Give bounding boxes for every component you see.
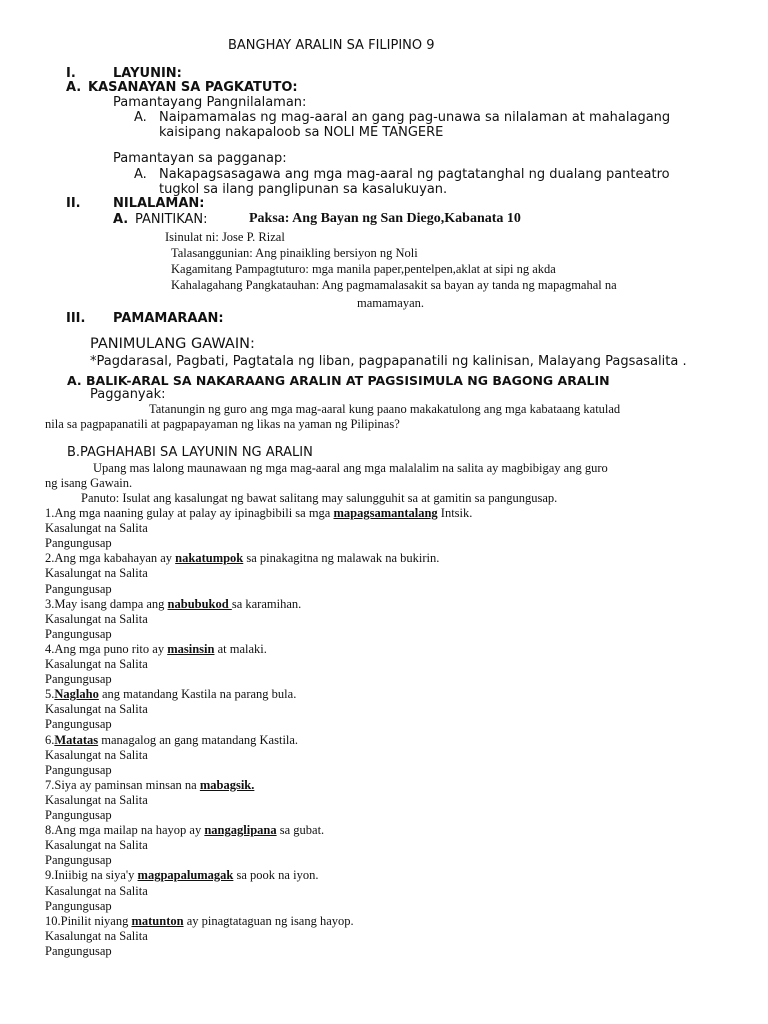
exercise-item-text: Intsik. — [437, 506, 473, 520]
pangungusap-label: Pangungusap — [45, 672, 112, 687]
pangungusap-label: Pangungusap — [45, 717, 112, 732]
paksa-title: Paksa: Ang Bayan ng San Diego,Kabanata 10 — [249, 211, 521, 226]
balik-aral-heading: A. BALIK-ARAL SA NAKARAANG ARALIN AT PAGSISIMULA NG BAGONG ARALIN — [67, 373, 610, 388]
panimulang-heading: PANIMULANG GAWAIN: — [90, 336, 255, 352]
section-3-number: III. — [66, 311, 86, 326]
kasalungat-label: Kasalungat na Salita — [45, 928, 148, 943]
panuto-line: Panuto: Isulat ang kasalungat ng bawat salitang may salungguhit sa at gamitin sa pangungusap. — [81, 491, 558, 505]
kagamitan-line: Kagamitang Pampagtuturo: mga manila paper,pentelpen,aklat at sipi ng akda — [171, 262, 556, 276]
isinulat-line: Isinulat ni: Jose P. Rizal — [165, 230, 285, 244]
underlined-word: nangaglipana — [204, 823, 277, 838]
exercise-item-text: 7.Siya ay paminsan minsan na — [45, 777, 200, 792]
kasalungat-label: Kasalungat na Salita — [45, 702, 148, 717]
pangungusap-label: Pangungusap — [45, 626, 112, 641]
section-2-label: NILALAMAN: — [113, 196, 205, 211]
kasalungat-label: Kasalungat na Salita — [45, 792, 148, 807]
underlined-word: magpapalumagak — [137, 868, 234, 883]
exercise-item — [45, 868, 318, 883]
exercise-item-text: 8.Ang mga mailap na hayop ay — [45, 823, 205, 838]
exercise-item-text: 9.Iniibig na siya'y — [45, 868, 138, 883]
page-title: BANGHAY ARALIN SA FILIPINO 9 — [228, 38, 435, 53]
exercise-item-text: managalog an gang matandang Kastila. — [98, 732, 299, 747]
underlined-word: nabubukod — [167, 596, 232, 611]
upang-line-2: ng isang Gawain. — [45, 476, 133, 490]
exercise-item-text: ang matandang Kastila na parang bula. — [98, 687, 297, 702]
pagganap-item-number: A. — [134, 167, 147, 182]
kasalungat-label: Kasalungat na Salita — [45, 566, 148, 581]
exercise-item-text: 1.Ang mga naaning gulay at palay ay ipinagbibili sa mga — [45, 506, 334, 520]
exercise-item — [45, 914, 354, 929]
kasalungat-label: Kasalungat na Salita — [45, 657, 148, 671]
kasalungat-label: Kasalungat na Salita — [45, 611, 148, 626]
exercise-item — [45, 551, 439, 566]
exercise-item-text: 5. — [45, 687, 55, 702]
exercise-item — [45, 687, 296, 702]
underlined-word: nakatumpok — [175, 551, 244, 566]
paghahabi-heading: B.PAGHAHABI SA LAYUNIN NG ARALIN — [67, 445, 313, 460]
exercise-item-text: ay pinagtataguan ng isang hayop. — [183, 913, 354, 928]
pagganyak-line-1: Tatanungin ng guro ang mga mag-aaral kung paano makakatulong ang mga kabataang katulad — [149, 402, 621, 416]
pamantayang-item-line-2: kaisipang nakapaloob sa NOLI ME TANGERE — [159, 125, 444, 140]
section-a-label: KASANAYAN SA PAGKATUTO: — [88, 80, 298, 95]
pangungusap-label: Pangungusap — [45, 898, 112, 913]
pangungusap-label: Pangungusap — [45, 762, 112, 777]
talasanggunian-line: Talasanggunian: Ang pinaikling bersiyon ng Noli — [171, 246, 418, 260]
underlined-word: mabagsik. — [199, 777, 255, 792]
kasalungat-label: Kasalungat na Salita — [45, 521, 148, 536]
exercise-item-text: sa karamihan. — [231, 596, 302, 611]
pagganap-label: Pamantayan sa pagganap: — [113, 151, 287, 166]
pagganap-item-line-1: Nakapagsasagawa ang mga mag-aaral ng pagtatanghal ng dualang panteatro — [159, 167, 670, 182]
pamantayang-item-number: A. — [134, 110, 147, 125]
exercise-item-text: 3.May isang dampa ang — [45, 596, 168, 611]
pangungusap-label: Pangungusap — [45, 943, 112, 958]
exercise-item — [45, 506, 472, 521]
section-a-number: A. — [66, 80, 82, 95]
underlined-word: matunton — [131, 913, 184, 928]
underlined-word: masinsin — [167, 641, 215, 656]
pangungusap-label: Pangungusap — [45, 853, 112, 868]
pagganyak-line-2: nila sa pagpapanatili at pagpapayaman ng likas na yaman ng Pilipinas? — [45, 417, 400, 431]
panimulang-description: *Pagdarasal, Pagbati, Pagtatala ng liban, pagpapanatili ng kalinisan, Malayang Pagsasalita . — [90, 354, 687, 369]
exercise-item — [45, 597, 301, 612]
exercise-item-text: at malaki. — [214, 641, 267, 656]
kasalungat-label: Kasalungat na Salita — [45, 747, 148, 762]
exercise-item-text: 6. — [45, 732, 55, 747]
exercise-item — [45, 733, 298, 748]
exercise-item — [45, 778, 254, 793]
pamantayang-item-line-1: Naipamamalas ng mag-aaral an gang pag-unawa sa nilalaman at mahalagang — [159, 110, 671, 125]
exercise-item — [45, 642, 267, 657]
exercise-item-text: sa gubat. — [276, 823, 325, 838]
kasalungat-label: Kasalungat na Salita — [45, 883, 148, 898]
section-1-number: I. — [66, 66, 76, 81]
pangungusap-label: Pangungusap — [45, 581, 112, 596]
panitikan-number: A. — [113, 212, 129, 227]
kasalungat-label: Kasalungat na Salita — [45, 838, 148, 853]
underlined-word: Matatas — [54, 732, 99, 747]
kahalagahan-line-1: Kahalagahang Pangkatauhan: Ang pagmamalasakit sa bayan ay tanda ng mapagmahal na — [171, 278, 617, 292]
pangungusap-label: Pangungusap — [45, 808, 112, 822]
section-2-number: II. — [66, 196, 81, 211]
exercise-item-text: sa pinakagitna ng malawak na bukirin. — [243, 551, 440, 566]
pangungusap-label: Pangungusap — [45, 536, 112, 551]
pagganyak-label: Pagganyak: — [90, 387, 166, 402]
exercise-item-text: 4.Ang mga puno rito ay — [45, 641, 168, 656]
upang-line-1: Upang mas lalong maunawaan ng mga mag-aaral ang mga malalalim na salita ay magbibigay ang guro — [93, 461, 608, 475]
underlined-word: Naglaho — [54, 687, 99, 702]
panitikan-label: PANITIKAN: — [135, 212, 208, 227]
section-1-label: LAYUNIN: — [113, 66, 182, 81]
kahalagahan-line-2: mamamayan. — [357, 296, 424, 310]
pamantayang-label: Pamantayang Pangnilalaman: — [113, 95, 307, 110]
section-3-label: PAMAMARAAN: — [113, 311, 224, 326]
pagganap-item-line-2: tugkol sa ilang panglipunan sa kasalukuyan. — [159, 182, 448, 197]
exercise-item — [45, 823, 324, 838]
exercise-item-text: 2.Ang mga kabahayan ay — [45, 551, 176, 566]
exercise-item-text: sa pook na iyon. — [233, 868, 319, 883]
exercise-item-text: 10.Pinilit niyang — [45, 913, 132, 928]
underlined-word: mapagsamantalang — [333, 506, 438, 520]
